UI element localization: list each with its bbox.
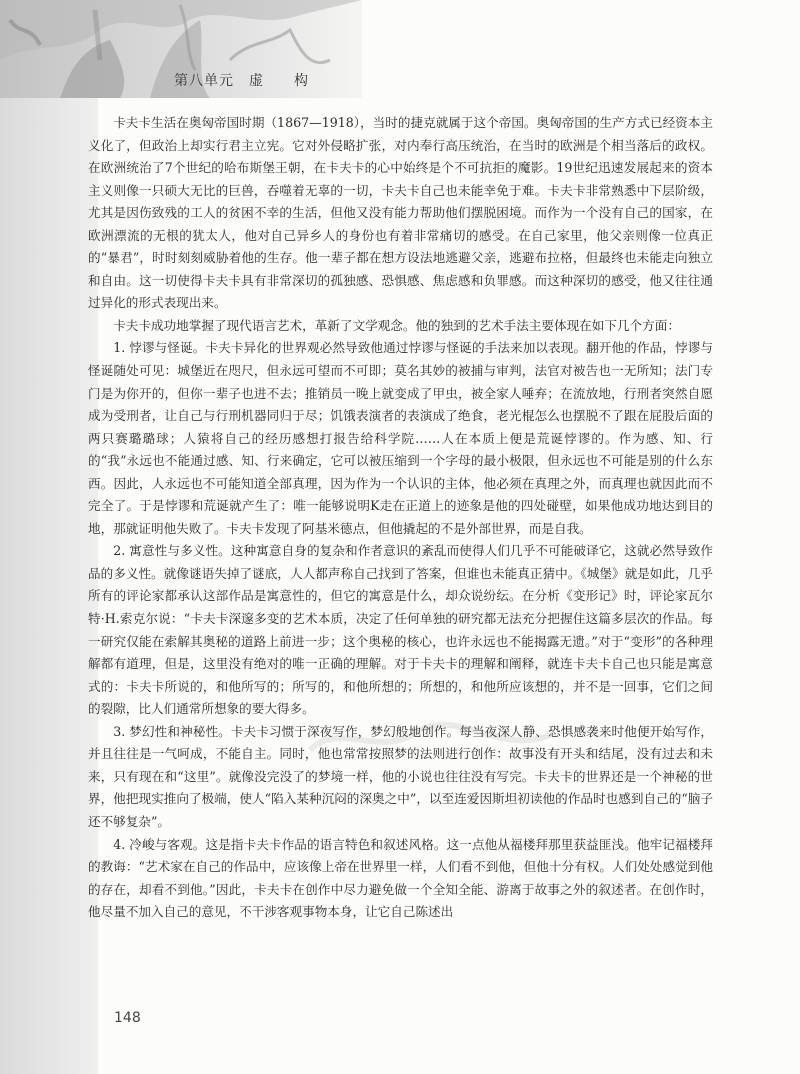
unit-title: 第八单元 虚 构 [174,73,309,89]
article-body [88,112,713,924]
paragraph-absurdity: 1. 悖谬与怪诞。卡夫卡异化的世界观必然导致他通过悖谬与怪诞的手法来加以表现。翻开他的作品，悖谬与怪诞随处可见：城堡近在咫尺，但永远可望而不可即；莫名其妙的被捕与审判，法官对被告也一无所知；法门专门是为你开的，但你一辈子也进不去；推销员一晚上就变成了甲虫，被全家人唾弃；在流放地，行刑者突然自愿成为受刑者，让自己与行刑机器同归于尽；饥饿表演者的表演成了绝食，老光棍怎么也摆脱不了跟在屁股后面的两只赛璐璐球；人猿将自己的经历感想打报告给科学院……人在本质上便是荒诞悖谬的。作为感、知、行的“我”永远也不能通过感、知、行来确定，它可以被压缩到一个字母的最小极限，但永远也不可能是别的什么东西。因此，人永远也不可能知道全部真理，因为作为一个认识的主体，他必须在真理之外，而真理也就因此而不完全了。于是悖谬和荒诞就产生了：唯一能够说明K走在正道上的迹象是他的四处碰壁，如果他成功地达到目的地，那就证明他失败了。卡夫卡发现了阿基米德点，但他撬起的不是外部世界，而是自我。 [88,340,713,536]
left-margin-band [0,0,98,1074]
paragraph-art-intro: 卡夫卡成功地掌握了现代语言艺术，革新了文学观念。他的独到的艺术手法主要体现在如下几个方面： [113,317,680,333]
paragraph-objectivity: 4. 冷峻与客观。这是指卡夫卡作品的语言特色和叙述风格。这一点他从福楼拜那里获益匪浅。他牢记福楼拜的教诲：“艺术家在自己的作品中，应该像上帝在世界里一样，人们看不到他，但他十分有权。人们处处感觉到他的存在，却看不到他。”因此，卡夫卡在创作中尽力避免做一个全知全能、游离于故事之外的叙述者。在创作时，他尽量不加入自己的意见，不干涉客观事物本身，让它自己陈述出 [88,836,713,920]
header-illustration [0,0,362,98]
paragraph-background: 卡夫卡生活在奥匈帝国时期（1867—1918），当时的捷克就属于这个帝国。奥匈帝国的生产方式已经资本主义化了，但政治上却实行君主立宪。它对外侵略扩张，对内奉行高压统治，在当时的欧洲是个相当落后的政权。在欧洲统治了7个世纪的哈布斯堡王朝，在卡夫卡的心中始终是个不可抗拒的魔影。19世纪迅速发展起来的资本主义则像一只硕大无比的巨兽，吞噬着无辜的一切，卡夫卡自己也未能幸免于难。卡夫卡非常熟悉中下层阶级，尤其是因伤致残的工人的贫困不幸的生活，但他又没有能力帮助他们摆脱困境。而作为一个没有自己的国家，在欧洲漂流的无根的犹太人，他对自己异乡人的身份也有着非常痛切的感受。在自己家里，他父亲则像一位真正的“暴君”，时时刻刻威胁着他的生存。他一辈子都在想方设法地逃避父亲，逃避布拉格，但最终也未能走向独立和自由。这一切使得卡夫卡具有非常深切的孤独感、恐惧感、焦虑感和负罪感。而这种深切的感受，他又往往通过异化的形式表现出来。 [88,115,713,311]
paragraph-dream: 3. 梦幻性和神秘性。卡夫卡习惯于深夜写作，梦幻般地创作。每当夜深人静、恐惧感袭来时他便开始写作，并且往往是一气呵成，不能自主。同时，他也常常按照梦的法则进行创作：故事没有开头和结尾，没有过去和未来，只有现在和“这里”。就像没完没了的梦境一样，他的小说也往往没有写完。卡夫卡的世界还是一个神秘的世界，他把现实推向了极端，使人“陷入某种沉闷的深奥之中”，以至连爱因斯坦初读他的作品时也感到自己的“脑子还不够复杂”。 [88,723,713,829]
page-number: 148 [114,1010,141,1026]
paragraph-allegory: 2. 寓意性与多义性。这种寓意自身的复杂和作者意识的紊乱而使得人们几乎不可能破译它，这就必然导致作品的多义性。就像谜语失掉了谜底，人人都声称自己找到了答案，但谁也未能真正猜中。《城堡》就是如此，几乎所有的评论家都承认这部作品是寓意性的，但它的寓意是什么，却众说纷纭。在分析《变形记》时，评论家瓦尔特·H.索克尔说：“卡夫卡深邃多变的艺术本质，决定了任何单独的研究都无法充分把握住这篇多层次的作品。每一研究仅能在索解其奥秘的道路上前进一步；这个奥秘的核心，也许永远也不能揭露无遗。”对于“变形”的各种理解都有道理，但是，这里没有绝对的唯一正确的理解。对于卡夫卡的理解和阐释，就连卡夫卡自己也只能是寓意式的：卡夫卡所说的，和他所写的；所写的，和他所想的；所想的，和他所应该想的，并不是一回事，它们之间的裂隙，比人们通常所想象的要大得多。 [88,543,713,717]
